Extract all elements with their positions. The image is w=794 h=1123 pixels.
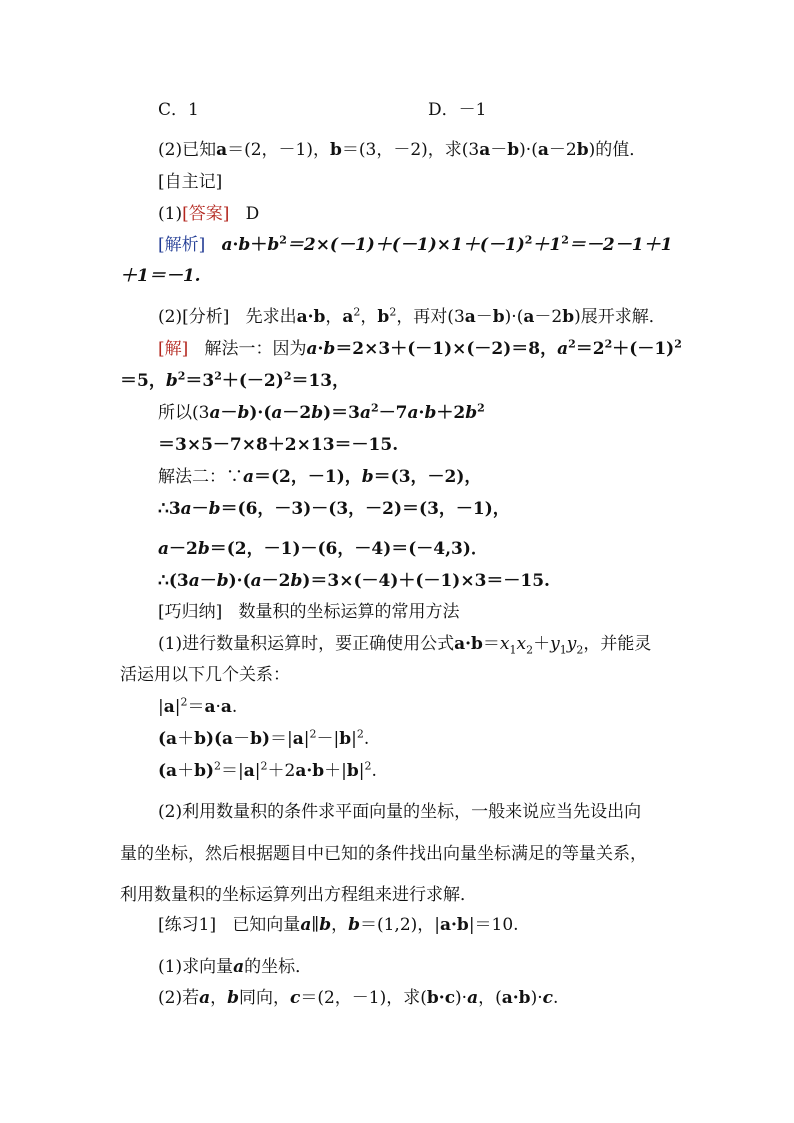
note-label: [自主记]	[158, 172, 223, 192]
summary-p2-line-2: 量的坐标，然后根据题目中已知的条件找出向量坐标满足的等量关系，	[120, 844, 647, 864]
summary-p2-line-3: 利用数量积的坐标运算列出方程组来进行求解．	[120, 885, 477, 905]
formula-3: $(a+b)^2=|a|^2+2a\cdot b+|b|^2$.	[158, 759, 377, 781]
analysis-2: (2)[分析] 先求出a·b，$a^2$，$b^2$，再对(3a－b)·(a－2b)展开求解．	[158, 305, 666, 327]
option-d: D．－1	[428, 100, 487, 120]
solution-line-5: 解法二：∵a＝(2，－1)，b＝(3，－2)，	[158, 467, 482, 487]
solution-line-3: 所以$(3a-b)\cdot(a-2b)=3a^2-7a\cdot b+2b^2$	[158, 401, 485, 423]
practice-q1: (1)求向量a的坐标．	[158, 957, 313, 977]
practice-q2: (2)若a，b同向，c＝(2，－1)，求(b·c)·a，(a·b)·c.	[158, 988, 559, 1008]
summary-p2-line-1: (2)利用数量积的条件求平面向量的坐标，一般来说应当先设出向	[158, 802, 642, 822]
solution-line-2: ＝5，$b^2=3^2+(-2)^2=13$，	[120, 369, 350, 391]
solution-line-4: ＝3×5－7×8＋2×13＝－15.	[158, 435, 399, 455]
solution-line-1: [解] 解法一：因为a·b＝2×3＋(－1)×(－2)＝8，$a^2=2^2+(-1)^2$	[158, 337, 682, 359]
summary-p1-line-1: (1)进行数量积运算时，要正确使用公式$a\cdot b=x_1x_2+y_1y_2$，并能灵	[158, 634, 652, 657]
formula-1: $|a|^2=a\cdot a$.	[158, 695, 238, 717]
practice-1: [练习1] 已知向量a∥b，b＝(1,2)，|a·b|＝10.	[158, 915, 519, 935]
solution-line-7: a－2b＝(2，－1)－(6，－4)＝(－4,3)．	[158, 539, 488, 559]
jiexi-label: [解析]	[158, 235, 206, 255]
option-c: C．1	[158, 100, 199, 120]
jiexi-line-1: [解析] $a\cdot b+b^2=2\times(-1)+(-1)\times 1+(-1)^2+1^2=-2-1+1$	[158, 233, 673, 255]
formula-2: $(a+b)(a-b)=|a|^2-|b|^2$.	[158, 727, 370, 749]
problem-2: (2)已知a＝(2，－1)，b＝(3，－2)，求(3a－b)·(a－2b)的值．	[158, 140, 647, 160]
solution-line-6: ∴3a－b＝(6，－3)－(3，－2)＝(3，－1)，	[158, 499, 510, 519]
answer-1: (1)[答案] D	[158, 204, 260, 224]
summary-p1-line-2: 活运用以下几个关系：	[120, 665, 290, 685]
solution-label: [解]	[158, 339, 189, 359]
answer-label: [答案]	[182, 204, 230, 224]
jiexi-line-2: ＋1＝－1.	[120, 266, 201, 286]
solution-line-8: ∴(3a－b)·(a－2b)＝3×(－4)＋(－1)×3＝－15.	[158, 571, 550, 591]
summary-title: [巧归纳] 数量积的坐标运算的常用方法	[158, 602, 460, 622]
